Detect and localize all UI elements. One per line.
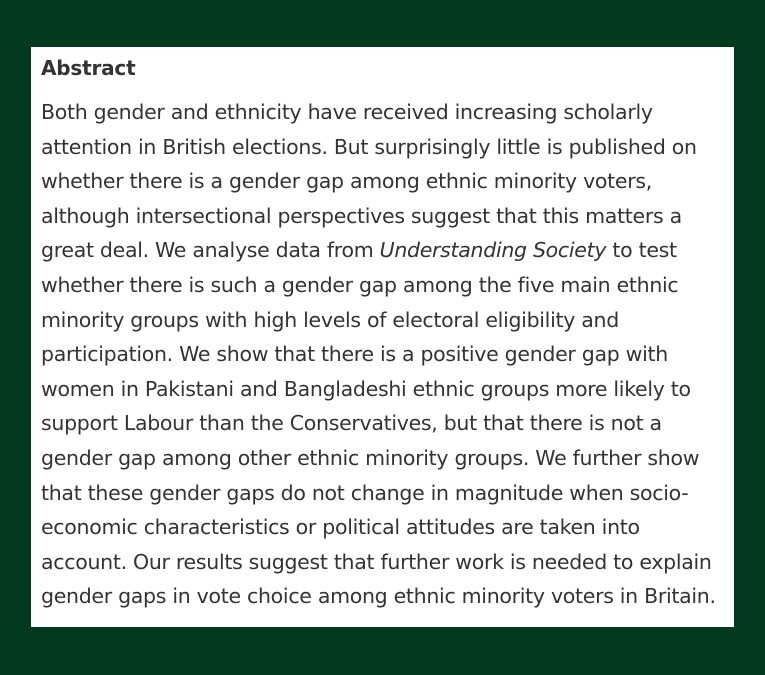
- abstract-line: that these gender gaps do not change in magnitude when socio-: [41, 480, 689, 505]
- abstract-line: whether there is a gender gap among ethnic minority voters,: [41, 169, 652, 194]
- source-title: Understanding Society: [379, 238, 607, 263]
- abstract-line: minority groups with high levels of electoral eligibility and: [41, 307, 619, 332]
- abstract-line: whether there is such a gender gap among the five main ethnic: [41, 272, 679, 297]
- line-text: great deal. We analyse data from: [41, 238, 380, 263]
- abstract-line: account. Our results suggest that further work is needed to explain: [41, 549, 712, 574]
- abstract-line: attention in British elections. But surprisingly little is published on: [41, 134, 697, 159]
- abstract-line: Both gender and ethnicity have received increasing scholarly: [41, 100, 653, 124]
- abstract-line: women in Pakistani and Bangladeshi ethnic groups more likely to: [41, 376, 691, 401]
- line-text: to test: [606, 238, 677, 263]
- abstract-line: support Labour than the Conservatives, but that there is not a: [41, 411, 662, 436]
- abstract-line: gender gap among other ethnic minority groups. We further show: [41, 445, 700, 470]
- abstract-line: although intersectional perspectives suggest that this matters a: [41, 203, 682, 228]
- abstract-line: participation. We show that there is a positive gender gap with: [41, 342, 668, 367]
- abstract-body: [41, 95, 724, 614]
- abstract-heading: Abstract: [41, 56, 136, 80]
- abstract-line: economic characteristics or political attitudes are taken into: [41, 515, 640, 540]
- abstract-card: [31, 47, 734, 627]
- abstract-line: gender gaps in vote choice among ethnic minority voters in Britain.: [41, 584, 716, 609]
- abstract-line: [41, 233, 724, 268]
